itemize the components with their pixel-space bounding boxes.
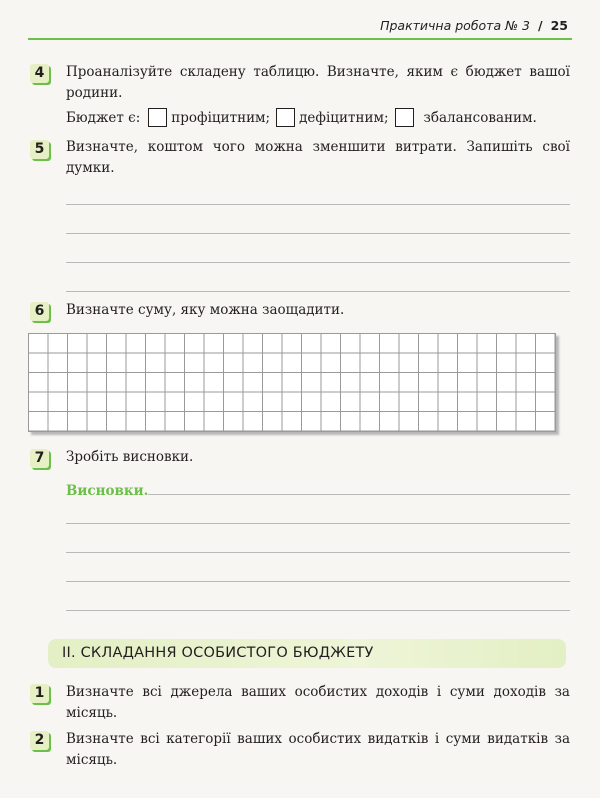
part2-task-1-text: Визначте всі джерела ваших особистих доходів і суми доходів за місяць. [66,684,570,721]
option-surplus-label: профіцитним; [171,109,271,126]
task-number-badge: 7 [30,449,49,468]
page-header [28,14,572,40]
task-6-text: Визначте суму, яку можна заощадити. [66,302,345,318]
task-number-badge: 4 [30,64,49,83]
checkbox-balanced[interactable] [395,108,414,127]
writing-line[interactable] [66,204,570,205]
header-title: Практична робота № 3 [380,18,531,33]
writing-line[interactable] [148,494,570,495]
writing-line[interactable] [66,581,570,582]
task-number-badge: 1 [30,684,49,703]
part2-task-2-text: Визначте всі категорії ваших особистих видатків і суми видатків за місяць. [66,731,570,768]
task-7-text: Зробіть висновки. [66,449,194,465]
writing-line[interactable] [66,610,570,611]
option-deficit-label: дефіцитним; [299,109,389,126]
checkbox-deficit[interactable] [276,108,295,127]
budget-label: Бюджет є: [66,109,141,126]
writing-line[interactable] [66,523,570,524]
writing-line[interactable] [66,291,570,292]
task-number-badge: 6 [30,302,49,321]
section-title: ІІ. СКЛАДАННЯ ОСОБИСТОГО БЮДЖЕТУ [62,645,374,661]
budget-options [66,108,537,127]
task-5-text: Визначте, коштом чого можна зменшити витрати. Запишіть свої думки. [66,139,570,176]
page-number: 25 [550,18,568,33]
conclusions-label: Висновки. [66,483,149,499]
task-number-badge: 5 [30,140,49,159]
writing-line[interactable] [66,262,570,263]
checkbox-surplus[interactable] [148,108,167,127]
header-separator: / [538,18,543,33]
section-banner [48,639,566,668]
option-balanced-label: збалансованим. [423,109,537,126]
calculation-grid[interactable] [28,333,556,432]
task-number-badge: 2 [30,731,49,750]
writing-line[interactable] [66,233,570,234]
task-4-text: Проаналізуйте складену таблицю. Визначте, яким є бюджет вашої родини. [66,64,570,101]
header-text [380,18,568,33]
writing-line[interactable] [66,552,570,553]
